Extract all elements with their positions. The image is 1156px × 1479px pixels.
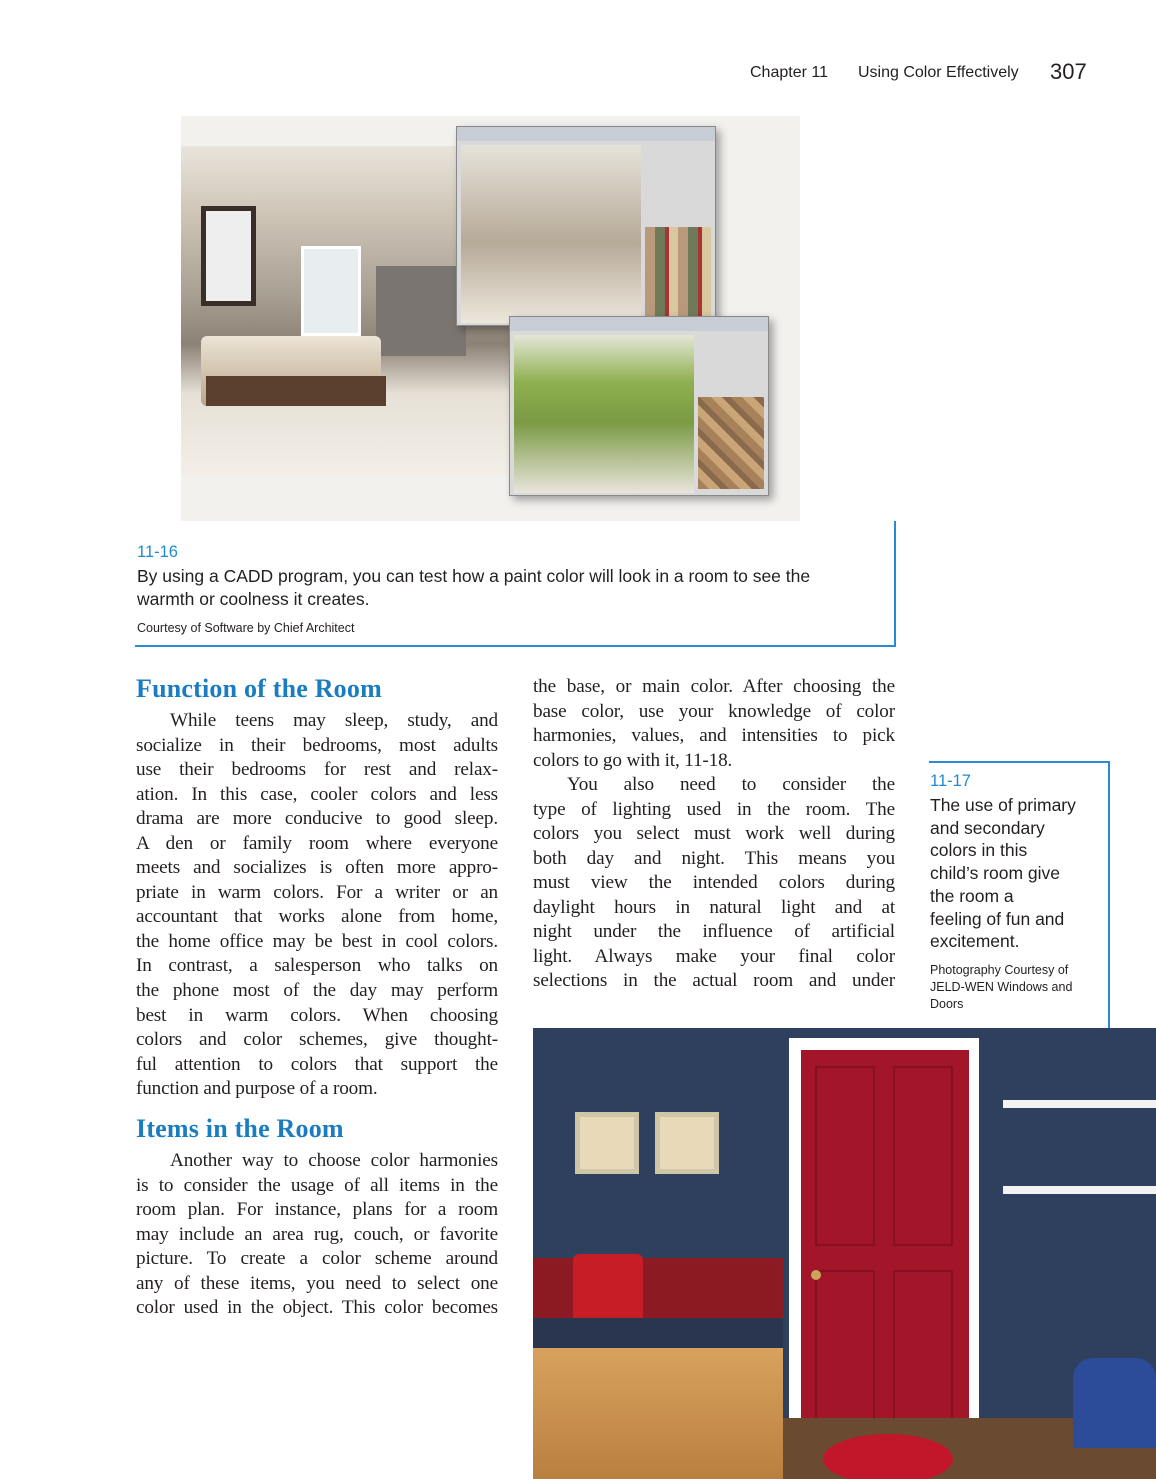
figure-credit-line: Doors <box>930 997 964 1011</box>
body-paragraph <box>136 1149 498 1321</box>
text-line: ation. In this case, cooler colors and less <box>136 783 498 805</box>
text-line: color used in the object. This color becomes <box>136 1297 498 1319</box>
figure-credit-line: Photography Courtesy of <box>930 963 1069 977</box>
figure-caption-line: child’s room give <box>930 863 1061 884</box>
body-paragraph <box>136 709 498 1102</box>
figure-caption-line: By using a CADD program, you can test how a paint color will look in a room to see the <box>137 566 811 586</box>
text-line: priate in warm colors. For a writer or an <box>136 881 498 903</box>
text-line: accountant that works alone from home, <box>136 906 498 928</box>
figure-caption-line: The use of primary <box>930 795 1076 815</box>
text-line: picture. To create a color scheme around <box>136 1248 498 1270</box>
text-line: type of lighting used in the room. The <box>533 798 895 820</box>
text-line: socialize in their bedrooms, most adults <box>136 734 498 756</box>
figure-caption-line: excitement. <box>930 931 1020 952</box>
text-line: drama are more conducive to good sleep. <box>136 808 498 830</box>
text-line: colors you select must work well during <box>533 823 895 845</box>
text-line: light. Always make your final color <box>533 945 895 967</box>
text-line: You also need to consider the <box>567 774 895 795</box>
figure-caption-line: the room a <box>930 885 1014 906</box>
section-heading: Function of the Room <box>136 674 382 703</box>
text-line: colors to go with it, 11-18. <box>533 749 733 771</box>
text-line: Another way to choose color harmonies <box>170 1150 498 1171</box>
figure-number: 11-16 <box>137 543 178 561</box>
body-paragraph <box>533 773 895 994</box>
figure-caption-line: feeling of fun and <box>930 908 1065 929</box>
page-number: 307 <box>1050 59 1087 84</box>
text-line: selections in the actual room and under <box>533 970 895 992</box>
figure-caption-line: colors in this <box>930 840 1028 861</box>
text-line: colors and color schemes, give thought- <box>136 1029 498 1051</box>
text-line: night under the influence of artificial <box>533 921 895 943</box>
figure-11-16-image <box>181 116 800 521</box>
text-line: is to consider the usage of all items in the <box>136 1174 498 1196</box>
section-heading: Items in the Room <box>136 1114 344 1143</box>
text-line: base color, use your knowledge of color <box>533 700 895 722</box>
chapter-title: Using Color Effectively <box>858 64 1019 81</box>
text-line: function and purpose of a room. <box>136 1078 378 1100</box>
text-line: While teens may sleep, study, and <box>170 710 498 731</box>
text-line: the phone most of the day may perform <box>136 980 498 1002</box>
text-line: daylight hours in natural light and at <box>533 896 895 918</box>
text-line: both day and night. This means you <box>533 847 895 869</box>
text-line: meets and socializes is often more appro- <box>136 857 498 879</box>
body-paragraph <box>533 675 895 773</box>
chapter-number: Chapter 11 <box>750 64 828 81</box>
door <box>801 1050 969 1479</box>
text-line: any of these items, you need to select one <box>136 1272 498 1294</box>
figure-credit-line: JELD-WEN Windows and <box>930 980 1073 994</box>
text-line: the home office may be best in cool colors. <box>136 930 498 952</box>
figure-caption-line: warmth or coolness it creates. <box>137 588 370 609</box>
figure-number: 11-17 <box>930 772 971 790</box>
text-line: ful attention to colors that support the <box>136 1053 498 1075</box>
text-line: the base, or main color. After choosing the <box>533 676 895 697</box>
text-line: room plan. For instance, plans for a room <box>136 1199 498 1221</box>
text-line: use their bedrooms for rest and relax- <box>136 759 498 781</box>
figure-credit: Courtesy of Software by Chief Architect <box>137 621 355 635</box>
figure-caption-line: and secondary <box>930 817 1045 838</box>
text-line: may include an area rug, couch, or favorite <box>136 1223 498 1245</box>
text-line: A den or family room where everyone <box>136 832 498 854</box>
text-line: must view the intended colors during <box>533 872 895 894</box>
figure-11-17-image <box>533 1028 1156 1479</box>
text-line: best in warm colors. When choosing <box>136 1004 498 1026</box>
text-line: In contrast, a salesperson who talks on <box>136 955 498 977</box>
text-line: harmonies, values, and intensities to pick <box>533 725 895 747</box>
